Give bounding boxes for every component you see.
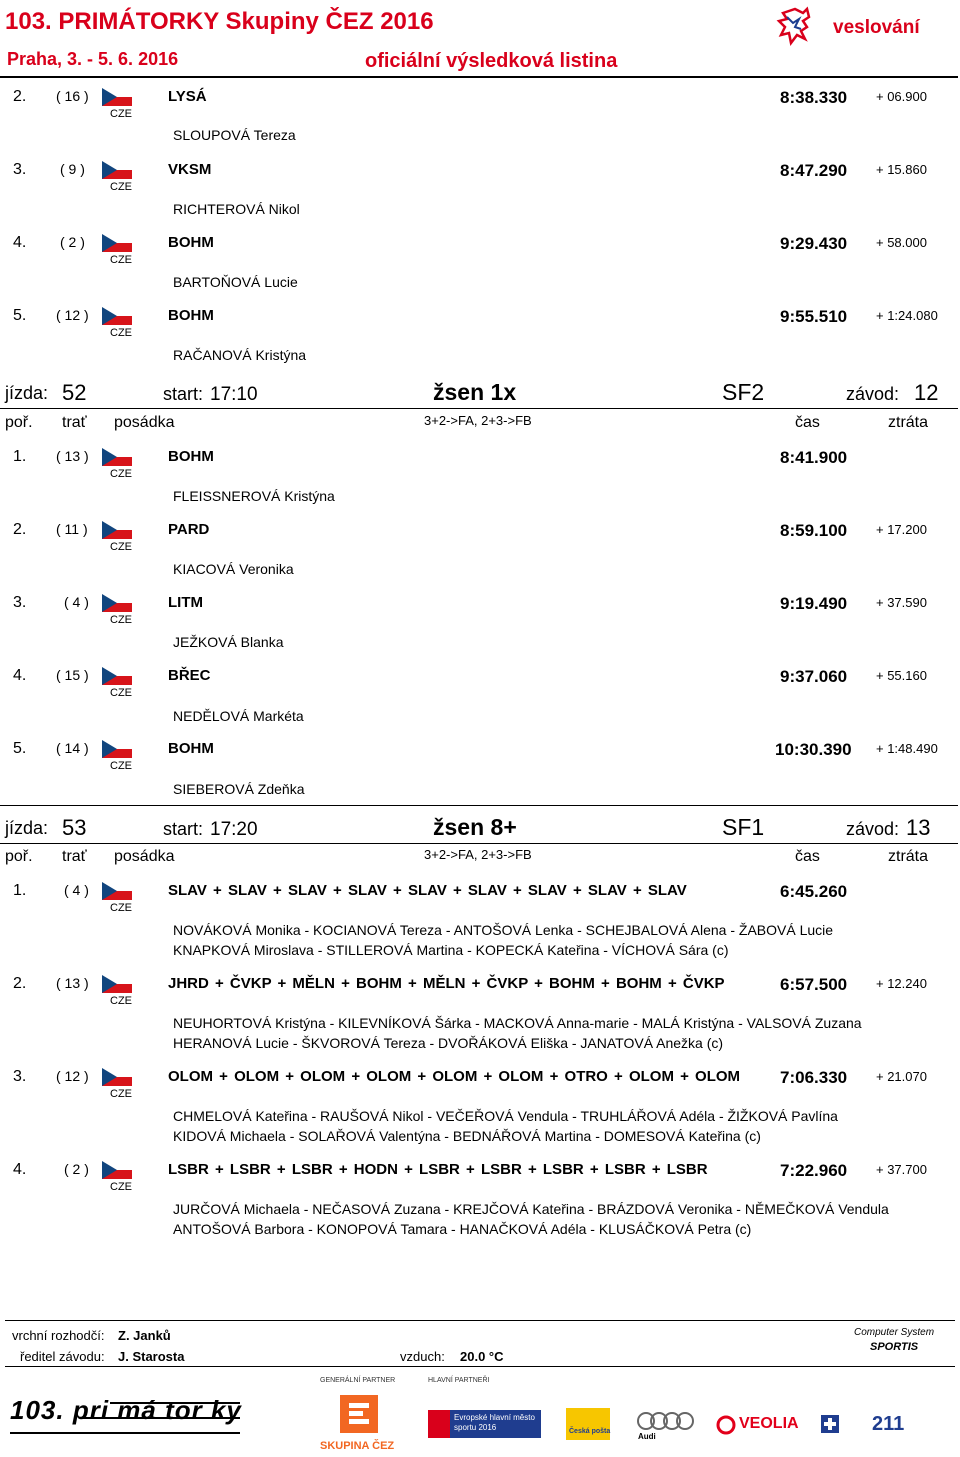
lane: ( 2 ) [60,234,85,250]
crew-names-line1: CHMELOVÁ Kateřina - RAUŠOVÁ Nikol - VEČEŘOVÁ Vendula - TRUHLÁŘOVÁ Adéla - ŽIŽKOVÁ Pavlína [173,1108,838,1124]
rank: 1. [13,882,27,899]
time-behind: + 17.200 [876,522,927,537]
time-behind: + 1:48.490 [876,741,938,756]
czech-flag-icon [102,521,132,539]
club-code: BOHM [168,740,214,757]
cez-logo-icon [338,1393,380,1435]
lion-emblem-icon [773,5,817,47]
divider [0,805,958,806]
progression-rule: 3+2->FA, 2+3->FB [424,413,532,428]
col-diff: ztráta [888,848,929,865]
club-code: LITM [168,594,203,611]
club-code: BOHM [168,234,214,251]
finish-time: 9:37.060 [780,667,848,686]
lane: ( 15 ) [56,667,89,683]
praha-sport-logo [428,1410,541,1438]
country-code: CZE [110,1181,132,1193]
finish-time: 7:06.330 [780,1068,848,1087]
athlete-name: SIEBEROVÁ Zdeňka [173,781,305,797]
lane: ( 4 ) [64,882,89,898]
finish-time: 8:59.100 [780,521,848,540]
time-behind: + 37.590 [876,595,927,610]
athlete-name: KIACOVÁ Veronika [173,561,294,577]
col-time: čas [795,414,820,431]
divider [0,408,958,409]
referee-name: Z. Janků [118,1328,171,1343]
lane: ( 9 ) [60,161,85,177]
race-label: závod: [846,819,900,839]
boat-category: žsen 8+ [433,814,517,840]
club-code: VKSM [168,161,212,178]
start-label: start: [163,819,204,839]
finish-time: 9:55.510 [780,307,848,326]
crew-clubs: OLOM + OLOM + OLOM + OLOM + OLOM + OLOM + OTRO + OLOM + OLOM [168,1068,741,1085]
crew-names-line2: KIDOVÁ Michaela - SOLAŘOVÁ Valentýna - BEDNÁŘOVÁ Martina - DOMESOVÁ Kateřina (c) [173,1128,761,1144]
col-rank: poř. [5,848,33,865]
athlete-name: NEDĚLOVÁ Markéta [173,708,304,724]
air-temp: 20.0 °C [460,1349,504,1364]
country-code: CZE [110,541,132,553]
start-label: start: [163,384,204,404]
main-partners-label: HLAVNÍ PARTNEŘI [428,1377,490,1384]
race-number: 13 [906,815,931,840]
czech-flag-icon [102,740,132,758]
lane: ( 4 ) [64,594,89,610]
page-title: 103. PRIMÁTORKY Skupiny ČEZ 2016 [5,8,434,35]
computer-system-label: Computer System [854,1327,935,1338]
praha-logo-text: Evropské hlavní město sportu 2016 [454,1413,535,1432]
crew-names-line2: ANTOŠOVÁ Barbora - KONOPOVÁ Tamara - HANAČKOVÁ Adéla - KLUSÁČKOVÁ Petra (c) [173,1221,752,1237]
finish-time: 7:22.960 [780,1161,848,1180]
czech-flag-icon [102,667,132,685]
crew-names-line2: HERANOVÁ Lucie - ŠKVOROVÁ Tereza - DVOŘÁKOVÁ Eliška - JANATOVÁ Anežka (c) [173,1035,724,1051]
heat-number: 52 [62,380,87,405]
finish-time: 10:30.390 [775,740,852,759]
lane: ( 14 ) [56,740,89,756]
country-code: CZE [110,902,132,914]
air-temp-label: vzduch: [400,1349,445,1364]
athlete-name: FLEISSNEROVÁ Kristýna [173,488,335,504]
country-code: CZE [110,995,132,1007]
col-crew: posádka [114,414,175,431]
sportis-logo: SPORTIS [870,1341,919,1353]
start-time: 17:20 [210,819,258,840]
czech-flag-icon [102,88,132,106]
heat-number: 53 [62,815,87,840]
rank: 5. [13,307,27,324]
heat-label: jízda: [5,383,49,403]
audi-label: Audi [638,1432,656,1441]
progression-rule: 3+2->FA, 2+3->FB [424,847,532,862]
crew-clubs: JHRD + ČVKP + MĚLN + BOHM + MĚLN + ČVKP + BOHM + BOHM + ČVKP [168,975,725,992]
rank: 4. [13,1161,27,1178]
lane: ( 12 ) [56,1068,89,1084]
club-code: PARD [168,521,210,538]
race-number: 12 [914,380,939,405]
czech-flag-icon [102,594,132,612]
col-crew: posádka [114,848,175,865]
rank: 2. [13,521,27,538]
heat-label: jízda: [5,818,49,838]
crew-names-line1: NOVÁKOVÁ Monika - KOCIANOVÁ Tereza - ANTOŠOVÁ Lenka - SCHEJBALOVÁ Alena - ŽABOVÁ Lucie [173,922,834,938]
finish-time: 8:41.900 [780,448,848,467]
country-code: CZE [110,1088,132,1100]
country-code: CZE [110,108,132,120]
lane: ( 2 ) [64,1161,89,1177]
crew-clubs: SLAV + SLAV + SLAV + SLAV + SLAV + SLAV + SLAV + SLAV + SLAV [168,882,687,899]
col-lane: trať [62,848,87,865]
time-behind: + 15.860 [876,162,927,177]
country-code: CZE [110,687,132,699]
rank: 3. [13,161,27,178]
rank: 1. [13,448,27,465]
director-name: J. Starosta [118,1349,185,1364]
rank: 4. [13,667,27,684]
czech-flag-icon [102,448,132,466]
divider [0,843,958,844]
crew-clubs: LSBR + LSBR + LSBR + HODN + LSBR + LSBR + LSBR + LSBR + LSBR [168,1161,708,1178]
posta-label: Česká pošta [569,1428,611,1435]
club-code: BOHM [168,307,214,324]
club-code: BŘEC [168,667,211,684]
country-code: CZE [110,760,132,772]
athlete-name: RAČANOVÁ Kristýna [173,347,307,363]
athlete-name: SLOUPOVÁ Tereza [173,127,296,143]
referee-label: vrchní rozhodčí: [12,1328,105,1343]
ceska-posta-logo [566,1408,610,1440]
col-rank: poř. [5,414,33,431]
time-behind: + 1:24.080 [876,308,938,323]
czech-flag-icon [102,975,132,993]
athlete-name: JEŽKOVÁ Blanka [173,634,284,650]
athlete-name: RICHTEROVÁ Nikol [173,201,300,217]
rank: 2. [13,975,27,992]
lane: ( 13 ) [56,975,89,991]
club-code: LYSÁ [168,88,207,105]
lane: ( 11 ) [56,521,88,537]
rank: 3. [13,1068,27,1085]
athlete-name: BARTOŇOVÁ Lucie [173,274,298,290]
rank: 2. [13,88,27,105]
time-behind: + 37.700 [876,1162,927,1177]
audi-rings-icon [636,1410,696,1432]
col-lane: trať [62,414,87,431]
time-behind: + 12.240 [876,976,927,991]
czech-flag-icon [102,882,132,900]
skupina-cez-label: SKUPINA ČEZ [320,1440,395,1452]
official-results-label: oficiální výsledková listina [365,50,618,72]
general-partner-label: GENERÁLNÍ PARTNER [320,1377,396,1384]
country-code: CZE [110,254,132,266]
boat-category: žsen 1x [433,379,517,405]
country-code: CZE [110,181,132,193]
logo-text: 103. pri má tor ky [10,1395,242,1425]
lane: ( 16 ) [56,88,89,104]
czech-flag-icon [102,307,132,325]
czech-flag-icon [102,1068,132,1086]
start-time: 17:10 [210,384,258,405]
race-stage: SF1 [722,814,765,840]
lane: ( 12 ) [56,307,89,323]
finish-time: 6:45.260 [780,882,848,901]
finish-time: 9:19.490 [780,594,848,613]
crew-names-line1: JURČOVÁ Michaela - NEČASOVÁ Zuzana - KREJČOVÁ Kateřina - BRÁZDOVÁ Veronika - NĚMEČKOVÁ Vendula [173,1201,889,1217]
rank: 3. [13,594,27,611]
col-time: čas [795,848,820,865]
insurance-mark-icon [820,1414,840,1434]
veolia-label: VEOLIA [739,1415,799,1432]
race-label: závod: [846,384,900,404]
health-insurance-logo [820,1411,910,1441]
finish-time: 9:29.430 [780,234,848,253]
czech-flag-icon [102,234,132,252]
crew-names-line1: NEUHORTOVÁ Kristýna - KILEVNÍKOVÁ Šárka - MACKOVÁ Anna-marie - MALÁ Kristýna - VALSOVÁ Zuzana [173,1015,862,1031]
finish-time: 8:38.330 [780,88,848,107]
insurance-code: 211 [872,1413,905,1435]
race-stage: SF2 [722,379,765,405]
czech-flag-icon [102,1161,132,1179]
finish-time: 6:57.500 [780,975,848,994]
time-behind: + 21.070 [876,1069,927,1084]
finish-time: 8:47.290 [780,161,848,180]
country-code: CZE [110,468,132,480]
country-code: CZE [110,327,132,339]
rank: 4. [13,234,27,251]
club-code: BOHM [168,448,214,465]
crew-names-line2: KNAPKOVÁ Miroslava - STILLEROVÁ Martina - KOPECKÁ Kateřina - VÍCHOVÁ Sára (c) [173,942,729,958]
sport-label: veslování [833,17,920,38]
director-label: ředitel závodu: [20,1349,105,1364]
time-behind: + 55.160 [876,668,927,683]
audi-logo [636,1410,696,1444]
czech-flag-icon [102,161,132,179]
time-behind: + 58.000 [876,235,927,250]
lane: ( 13 ) [56,448,89,464]
primatorky-logo [10,1385,250,1445]
event-dates: Praha, 3. - 5. 6. 2016 [7,49,179,69]
veolia-mark-icon [716,1415,736,1435]
header-divider [0,76,958,78]
rank: 5. [13,740,27,757]
time-behind: + 06.900 [876,89,927,104]
veolia-logo [716,1413,800,1437]
praha-badge-icon [428,1410,450,1438]
country-code: CZE [110,614,132,626]
col-diff: ztráta [888,414,929,431]
